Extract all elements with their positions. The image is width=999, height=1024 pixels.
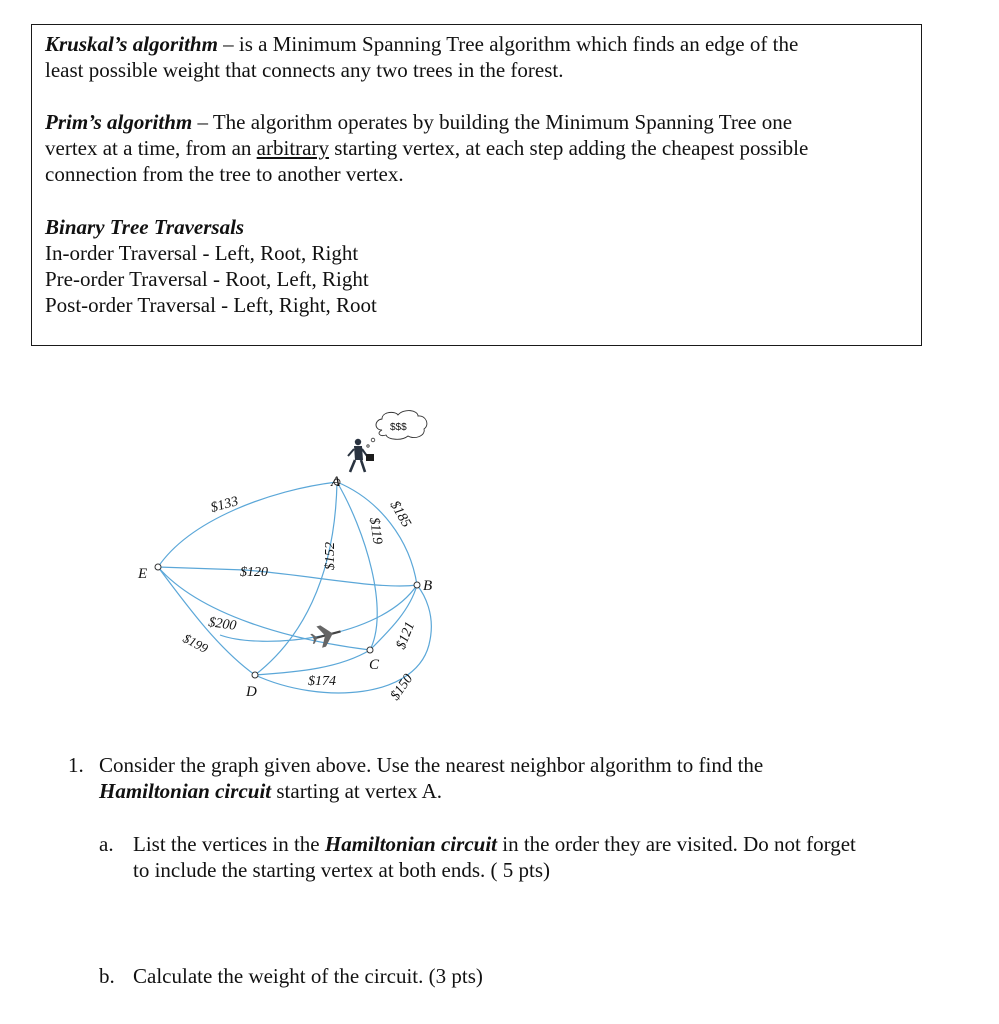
edge-A-C (337, 482, 377, 650)
edge-E-B (158, 567, 417, 586)
traversal-title: Binary Tree Traversals (45, 215, 245, 239)
edge-label-D-B: $150 (387, 671, 417, 704)
edge-D-C (255, 650, 370, 675)
part-b-label: b. (99, 964, 115, 988)
vertex-E (155, 564, 161, 570)
part-a-label: a. (99, 832, 114, 856)
prim-text-1: – The algorithm operates by building the Minimum Spanning Tree one (192, 110, 793, 134)
prim-text-2a: vertex at a time, from an (45, 136, 257, 160)
prim-line-3: connection from the tree to another vertex. (45, 162, 404, 186)
edge-label-E-B: $120 (240, 565, 268, 580)
label-D: D (246, 684, 257, 700)
hamiltonian-term: Hamiltonian circuit (99, 779, 272, 803)
part-a-line-1 (133, 831, 856, 857)
label-B: B (423, 578, 433, 594)
edge-label-D-C: $174 (308, 674, 336, 689)
question-line-2-rest: starting at vertex A. (271, 779, 442, 803)
postorder-line: Post-order Traversal - Left, Right, Root (45, 293, 377, 317)
question-line-2 (99, 778, 442, 804)
preorder-line: Pre-order Traversal - Root, Left, Right (45, 267, 369, 291)
edge-B-arc (220, 585, 417, 641)
vertex-D (252, 672, 258, 678)
prim-title: Prim’s algorithm (45, 110, 193, 134)
vertex-B (414, 582, 420, 588)
edge-E-A (158, 482, 337, 567)
edge-label-A-C: $119 (366, 516, 385, 546)
travel-graph (120, 400, 460, 710)
kruskal-title: Kruskal’s algorithm (45, 32, 218, 56)
part-a-pre: List the vertices in the (133, 832, 325, 856)
edge-label-E-C: $200 (207, 615, 238, 634)
label-E: E (138, 566, 148, 582)
inorder-line: In-order Traversal - Left, Root, Right (45, 241, 359, 265)
kruskal-line-2: least possible weight that connects any two trees in the forest. (45, 58, 564, 82)
edge-label-C-B: $121 (393, 619, 419, 652)
kruskal-text-1: – is a Minimum Spanning Tree algorithm which finds an edge of the (217, 32, 799, 56)
arbitrary-link[interactable]: arbitrary (256, 136, 329, 160)
part-a-hamiltonian: Hamiltonian circuit (324, 832, 497, 856)
edge-label-A-B: $185 (386, 498, 414, 531)
edge-label-E-D: $199 (180, 630, 211, 656)
part-b-text: Calculate the weight of the circuit. (3 pts) (133, 964, 483, 988)
prim-line-1 (45, 109, 792, 135)
prim-text-2b: starting vertex, at each step adding the cheapest possible (328, 136, 809, 160)
prim-line-2 (45, 135, 808, 161)
traveler-icon (348, 439, 374, 472)
vertex-C (367, 647, 373, 653)
label-C: C (369, 657, 380, 673)
definitions-box (31, 24, 922, 346)
thought-bubble (367, 411, 427, 448)
part-a-post: in the order they are visited. Do not forget (497, 832, 856, 856)
kruskal-line-1 (45, 31, 798, 57)
edge-label-A-D: $152 (323, 542, 338, 570)
edge-E-D (158, 567, 255, 675)
thought-bubble-text: $$$ (390, 422, 407, 433)
part-a-line-2: to include the starting vertex at both ends. ( 5 pts) (133, 858, 550, 882)
graph-edges (158, 482, 431, 693)
question-line-1: Consider the graph given above. Use the nearest neighbor algorithm to find the (99, 753, 764, 777)
edge-label-E-A: $133 (209, 494, 241, 516)
label-A: A (331, 474, 341, 490)
question-number: 1. (68, 753, 84, 777)
